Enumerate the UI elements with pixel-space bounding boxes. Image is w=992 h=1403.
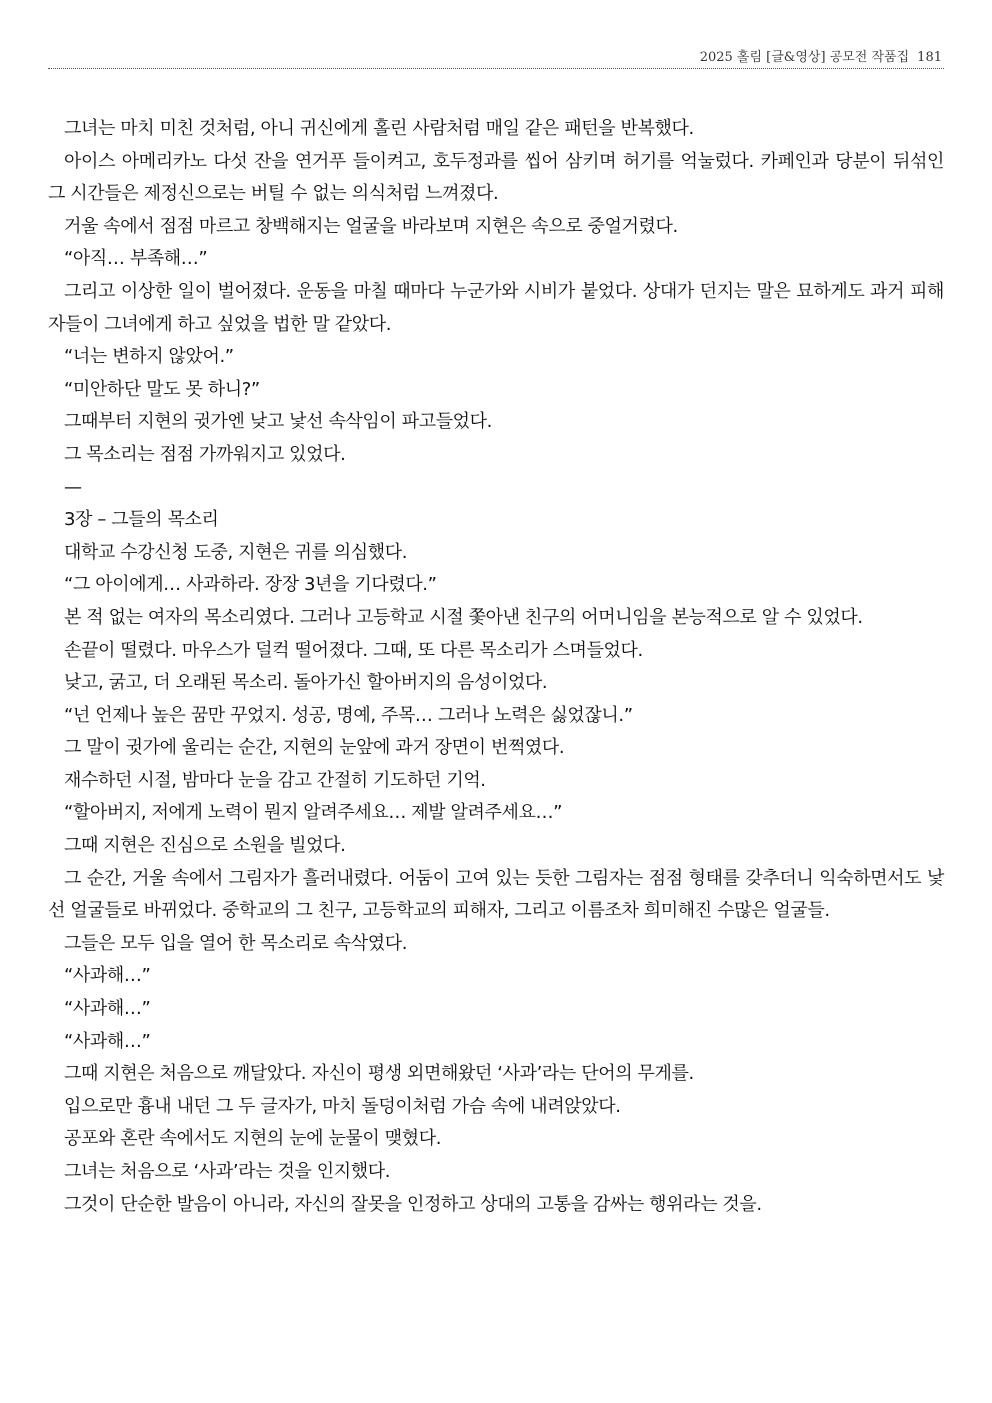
paragraph: 본 적 없는 여자의 목소리였다. 그러나 고등학교 시절 쫓아낸 친구의 어머니임을 본능적으로 알 수 있었다. — [64, 606, 863, 628]
paragraph: 손끝이 떨렸다. 마우스가 덜컥 떨어졌다. 그때, 또 다른 목소리가 스며들었다. — [64, 639, 643, 661]
paragraph: 그녀는 마치 미친 것처럼, 아니 귀신에게 홀린 사람처럼 매일 같은 패턴을 반복했다. — [64, 118, 694, 139]
header-title: 2025 홀림 [글&영상] 공모전 작품집 — [699, 50, 910, 65]
dialogue-line: “할아버지, 저에게 노력이 뭔지 알려주세요… 제발 알려주세요…” — [64, 802, 563, 824]
paragraph: 그 목소리는 점점 가까워지고 있었다. — [64, 443, 346, 465]
paragraph: 재수하던 시절, 밤마다 눈을 감고 간절히 기도하던 기억. — [64, 769, 486, 791]
dialogue-line: “그 아이에게… 사과하라. 장장 3년을 기다렸다.” — [64, 574, 437, 596]
dialogue-line: “미안하단 말도 못 하니?” — [64, 378, 260, 400]
paragraph: 그때 지현은 진심으로 소원을 빌었다. — [64, 835, 346, 857]
paragraph: 입으로만 흉내 내던 그 두 글자가, 마치 돌덩이처럼 가슴 속에 내려앉았다. — [64, 1095, 621, 1117]
paragraph: 대학교 수강신청 도중, 지현은 귀를 의심했다. — [64, 541, 408, 563]
dialogue-line: “아직… 부족해…” — [64, 248, 208, 270]
paragraph: 그리고 이상한 일이 벌어졌다. 운동을 마칠 때마다 누군가와 시비가 붙었다. 상대가 던지는 말은 묘하게도 과거 피해자들이 그녀에게 하고 싶었을 법한 말 같았다. — [48, 280, 944, 335]
paragraph: 그 순간, 거울 속에서 그림자가 흘러내렸다. 어둠이 고여 있는 듯한 그림자는 점점 형태를 갖추더니 익숙하면서도 낯선 얼굴들로 바뀌었다. 중학교의 그 친구, 고등학교의 피해자, 그리고 이름조차 희미해진 수많은 얼굴들. — [48, 867, 944, 922]
body-text — [48, 113, 944, 1221]
header-inner — [700, 46, 942, 65]
paragraph: 그때부터 지현의 귓가엔 낮고 낯선 속삭임이 파고들었다. — [64, 411, 492, 433]
page-header — [48, 44, 944, 69]
paragraph: 그녀는 처음으로 ‘사과’라는 것을 인지했다. — [64, 1161, 391, 1182]
dialogue-line: “사과해…” — [64, 965, 151, 987]
chapter-heading: 3장 – 그들의 목소리 — [64, 509, 219, 531]
dialogue-line: “사과해…” — [64, 998, 151, 1020]
dialogue-line: “너는 변하지 않았어.” — [64, 346, 234, 368]
dialogue-line: “넌 언제나 높은 꿈만 꾸었지. 성공, 명예, 주목… 그러나 노력은 싫었잖니.” — [64, 704, 633, 726]
section-divider: — — [64, 476, 82, 498]
paragraph: 그들은 모두 입을 열어 한 목소리로 속삭였다. — [64, 932, 408, 954]
page-number: 181 — [917, 50, 942, 65]
paragraph: 그것이 단순한 발음이 아니라, 자신의 잘못을 인정하고 상대의 고통을 감싸는 행위라는 것을. — [64, 1193, 762, 1215]
dialogue-line: “사과해…” — [64, 1030, 151, 1052]
paragraph: 공포와 혼란 속에서도 지현의 눈에 눈물이 맺혔다. — [64, 1128, 442, 1150]
paragraph: 거울 속에서 점점 마르고 창백해지는 얼굴을 바라보며 지현은 속으로 중얼거렸다. — [64, 215, 678, 237]
paragraph: 그 말이 귓가에 울리는 순간, 지현의 눈앞에 과거 장면이 번쩍였다. — [64, 737, 565, 759]
paragraph: 아이스 아메리카노 다섯 잔을 연거푸 들이켜고, 호두정과를 씹어 삼키며 허기를 억눌렀다. 카페인과 당분이 뒤섞인 그 시간들은 제정신으로는 버틸 수 없는 의식처럼 느껴졌다. — [48, 150, 944, 205]
paragraph: 낮고, 굵고, 더 오래된 목소리. 돌아가신 할아버지의 음성이었다. — [64, 672, 548, 694]
paragraph: 그때 지현은 처음으로 깨달았다. 자신이 평생 외면해왔던 ‘사과’라는 단어의 무게를. — [64, 1063, 694, 1085]
